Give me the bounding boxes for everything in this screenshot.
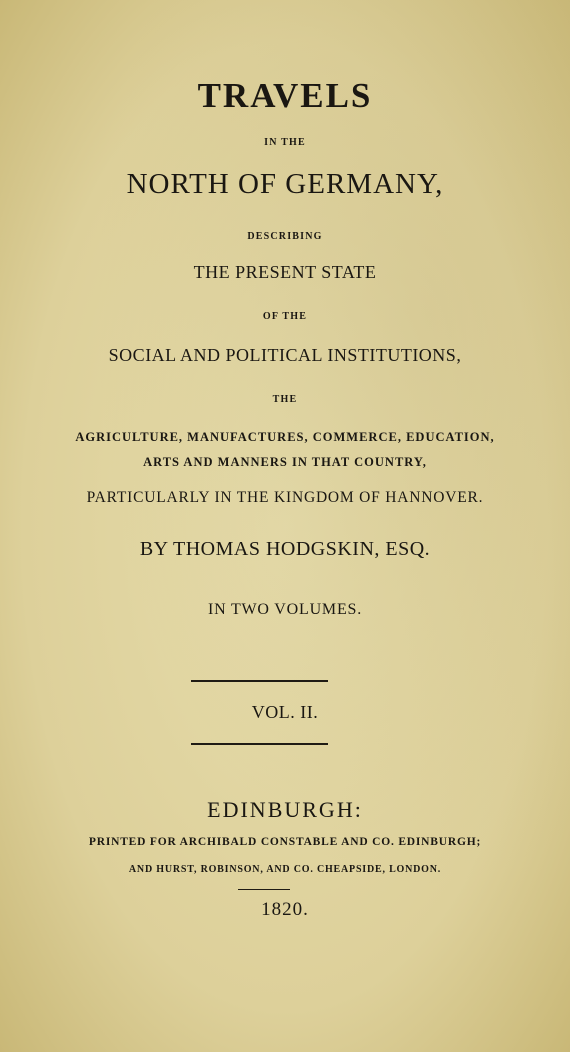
publication-year: 1820.: [261, 899, 309, 920]
connector-in-the: IN THE: [264, 137, 306, 148]
institutions-line: SOCIAL AND POLITICAL INSTITUTIONS,: [108, 345, 462, 365]
imprint-printer: PRINTED FOR ARCHIBALD CONSTABLE AND CO. EDINBURGH;: [88, 836, 482, 848]
imprint-city: EDINBURGH:: [207, 797, 363, 822]
divider-rule-top: [191, 680, 328, 682]
book-title: TRAVELS: [197, 76, 373, 115]
kingdom-line: PARTICULARLY IN THE KINGDOM OF HANNOVER.: [86, 489, 484, 506]
book-subject: NORTH OF GERMANY,: [126, 168, 444, 200]
topics-line-2: ARTS AND MANNERS IN THAT COUNTRY,: [143, 455, 427, 469]
connector-the: THE: [272, 394, 298, 405]
connector-of-the: OF THE: [262, 311, 308, 322]
divider-rule-short: [238, 889, 290, 890]
volumes-note: IN TWO VOLUMES.: [207, 601, 363, 618]
present-state-line: THE PRESENT STATE: [193, 262, 377, 282]
divider-rule-bottom: [191, 743, 328, 745]
imprint-partner: AND HURST, ROBINSON, AND CO. CHEAPSIDE, LONDON.: [128, 864, 442, 875]
author-byline: BY THOMAS HODGSKIN, ESQ.: [139, 538, 431, 560]
volume-number: VOL. II.: [251, 702, 319, 722]
topics-line-1: AGRICULTURE, MANUFACTURES, COMMERCE, EDUCATION,: [75, 430, 495, 444]
connector-describing: DESCRIBING: [247, 231, 323, 242]
